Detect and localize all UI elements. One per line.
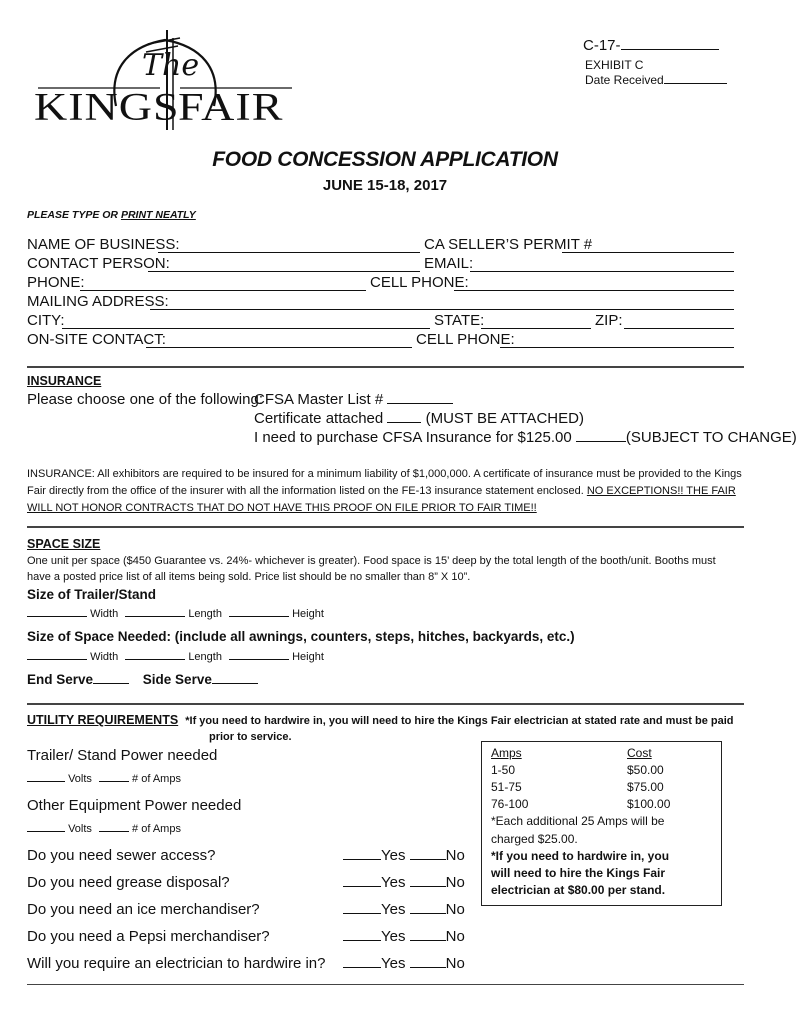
space-height-field[interactable] — [229, 659, 289, 660]
rate-row-amps: 51-75 — [491, 780, 522, 794]
email-label: EMAIL: — [424, 255, 474, 272]
question-grease: Do you need grease disposal? — [27, 874, 230, 891]
logo-kings: KINGS — [34, 84, 180, 129]
divider-3 — [27, 703, 744, 705]
power-rates-box — [481, 741, 722, 906]
insurance-option-purchase: I need to purchase CFSA Insurance for $125.00 (SUBJECT TO CHANGE) — [254, 429, 797, 446]
code-field[interactable] — [621, 49, 719, 50]
code-label: C-17- — [583, 37, 719, 54]
master-list-field[interactable] — [387, 403, 453, 404]
space-size-description: One unit per space ($450 Guarantee vs. 24%- whichever is greater). Food space is 15’ deep by the total length of the booth/unit. Booths must have a posted price list of all items being sold. Price list should be no smaller than 8” X 10”. — [27, 555, 716, 583]
end-serve-field[interactable] — [93, 683, 129, 684]
space-length-field[interactable] — [125, 659, 185, 660]
trailer-amps-field[interactable] — [99, 781, 129, 782]
answer-pepsi: Yes No — [343, 928, 465, 945]
trailer-height-field[interactable] — [229, 616, 289, 617]
answer-electrician: Yes No — [343, 955, 465, 972]
answer-sewer: Yes No — [343, 847, 465, 864]
rate-row-cost: $50.00 — [627, 763, 664, 777]
onsite-contact-label: ON-SITE CONTACT: — [27, 331, 166, 348]
question-sewer: Do you need sewer access? — [27, 847, 216, 864]
trailer-power-fields: Volts # of Amps — [27, 773, 181, 785]
answer-ice: Yes No — [343, 901, 465, 918]
hardwire-note-2: will need to hire the Kings Fair — [491, 866, 666, 880]
state-field[interactable] — [481, 328, 591, 329]
question-electrician: Will you require an electrician to hardwire in? — [27, 955, 326, 972]
rate-row-cost: $75.00 — [627, 780, 664, 794]
onsite-cell-field[interactable] — [500, 347, 734, 348]
other-power-label: Other Equipment Power needed — [27, 797, 242, 814]
amps-header: Amps — [491, 746, 522, 760]
other-volts-field[interactable] — [27, 831, 65, 832]
insurance-option-certificate: Certificate attached (MUST BE ATTACHED) — [254, 410, 584, 427]
onsite-contact-field[interactable] — [146, 347, 412, 348]
hardwire-note-1: *If you need to hardwire in, you — [491, 849, 670, 863]
state-label: STATE: — [434, 312, 485, 329]
rate-row-amps: 1-50 — [491, 763, 516, 777]
sewer-no-field[interactable] — [410, 859, 446, 860]
pepsi-yes-field[interactable] — [343, 940, 381, 941]
phone-label: PHONE: — [27, 274, 85, 291]
electrician-yes-field[interactable] — [343, 967, 381, 968]
side-serve-field[interactable] — [212, 683, 258, 684]
insurance-note: INSURANCE: All exhibitors are required to be insured for a minimum liability of $1,000,000. A certificate of insurance must be provided to the Kings Fair directly from the office of the insurer with all the information listed on the FE-13 insurance statement enclosed. NO EXCEPTIONS!! THE FAIR WILL NOT HONOR CONTRACTS THAT DO NOT HAVE THIS PROOF ON FILE PRIOR TO FAIR TIME!! — [27, 468, 742, 514]
business-name-field[interactable] — [158, 252, 420, 253]
onsite-cell-label: CELL PHONE: — [416, 331, 515, 348]
trailer-power-label: Trailer/ Stand Power needed — [27, 747, 218, 764]
serve-options: End Serve Side Serve — [27, 672, 258, 687]
insurance-heading: INSURANCE — [27, 374, 102, 388]
utility-note-line2: prior to service. — [209, 731, 292, 743]
divider-4 — [27, 984, 744, 985]
logo-fair: FAIR — [178, 84, 284, 129]
page-title: FOOD CONCESSION APPLICATION — [212, 148, 558, 171]
contact-person-label: CONTACT PERSON: — [27, 255, 170, 272]
mailing-address-field[interactable] — [150, 309, 734, 310]
space-size-heading: SPACE SIZE — [27, 537, 101, 551]
zip-label: ZIP: — [595, 312, 623, 329]
print-instruction: PLEASE TYPE OR PRINT NEATLY — [27, 209, 196, 221]
date-received-field[interactable] — [664, 83, 727, 84]
insurance-option-master-list: CFSA Master List # — [254, 391, 453, 408]
ice-yes-field[interactable] — [343, 913, 381, 914]
space-needed-fields: Width Length Height — [27, 651, 324, 663]
sellers-permit-field[interactable] — [562, 252, 734, 253]
purchase-insurance-field[interactable] — [576, 441, 626, 442]
other-amps-field[interactable] — [99, 831, 129, 832]
phone-field[interactable] — [80, 290, 366, 291]
space-width-field[interactable] — [27, 659, 87, 660]
exhibit-label: EXHIBIT C — [585, 58, 644, 72]
additional-amps-note-2: charged $25.00. — [491, 832, 578, 846]
rate-row-amps: 76-100 — [491, 797, 529, 811]
sellers-permit-label: CA SELLER’S PERMIT # — [424, 236, 593, 253]
insurance-prompt: Please choose one of the following: — [27, 391, 263, 408]
sewer-yes-field[interactable] — [343, 859, 381, 860]
answer-grease: Yes No — [343, 874, 465, 891]
trailer-volts-field[interactable] — [27, 781, 65, 782]
business-name-label: NAME OF BUSINESS: — [27, 236, 180, 253]
contact-person-field[interactable] — [148, 271, 420, 272]
mailing-address-label: MAILING ADDRESS: — [27, 293, 169, 310]
email-field[interactable] — [470, 271, 734, 272]
grease-no-field[interactable] — [410, 886, 446, 887]
other-power-fields: Volts # of Amps — [27, 823, 181, 835]
hardwire-note-3: electrician at $80.00 per stand. — [491, 883, 666, 897]
trailer-length-field[interactable] — [125, 616, 185, 617]
utility-heading-row: UTILITY REQUIREMENTS *If you need to hardwire in, you will need to hire the Kings Fair electrician at stated rate and must be paid — [27, 713, 734, 727]
logo-the: The — [142, 48, 200, 83]
rate-row-cost: $100.00 — [627, 797, 671, 811]
city-label: CITY: — [27, 312, 65, 329]
trailer-size-fields: Width Length Height — [27, 608, 324, 620]
event-dates: JUNE 15-18, 2017 — [322, 177, 448, 194]
divider-1 — [27, 366, 744, 368]
question-pepsi: Do you need a Pepsi merchandiser? — [27, 928, 270, 945]
divider-2 — [27, 526, 744, 528]
ice-no-field[interactable] — [410, 913, 446, 914]
cell-phone-field[interactable] — [454, 290, 734, 291]
question-ice: Do you need an ice merchandiser? — [27, 901, 260, 918]
space-needed-heading: Size of Space Needed: (include all awnings, counters, steps, hitches, backyards, etc.) — [27, 629, 575, 644]
grease-yes-field[interactable] — [343, 886, 381, 887]
date-received: Date Received — [585, 73, 727, 87]
additional-amps-note: *Each additional 25 Amps will be — [491, 814, 665, 828]
trailer-size-heading: Size of Trailer/Stand — [27, 587, 157, 602]
pepsi-no-field[interactable] — [410, 940, 446, 941]
electrician-no-field[interactable] — [410, 967, 446, 968]
certificate-check-field[interactable] — [387, 422, 421, 423]
cell-phone-label: CELL PHONE: — [370, 274, 469, 291]
trailer-width-field[interactable] — [27, 616, 87, 617]
zip-field[interactable] — [624, 328, 734, 329]
cost-header: Cost — [627, 746, 652, 760]
city-field[interactable] — [62, 328, 430, 329]
